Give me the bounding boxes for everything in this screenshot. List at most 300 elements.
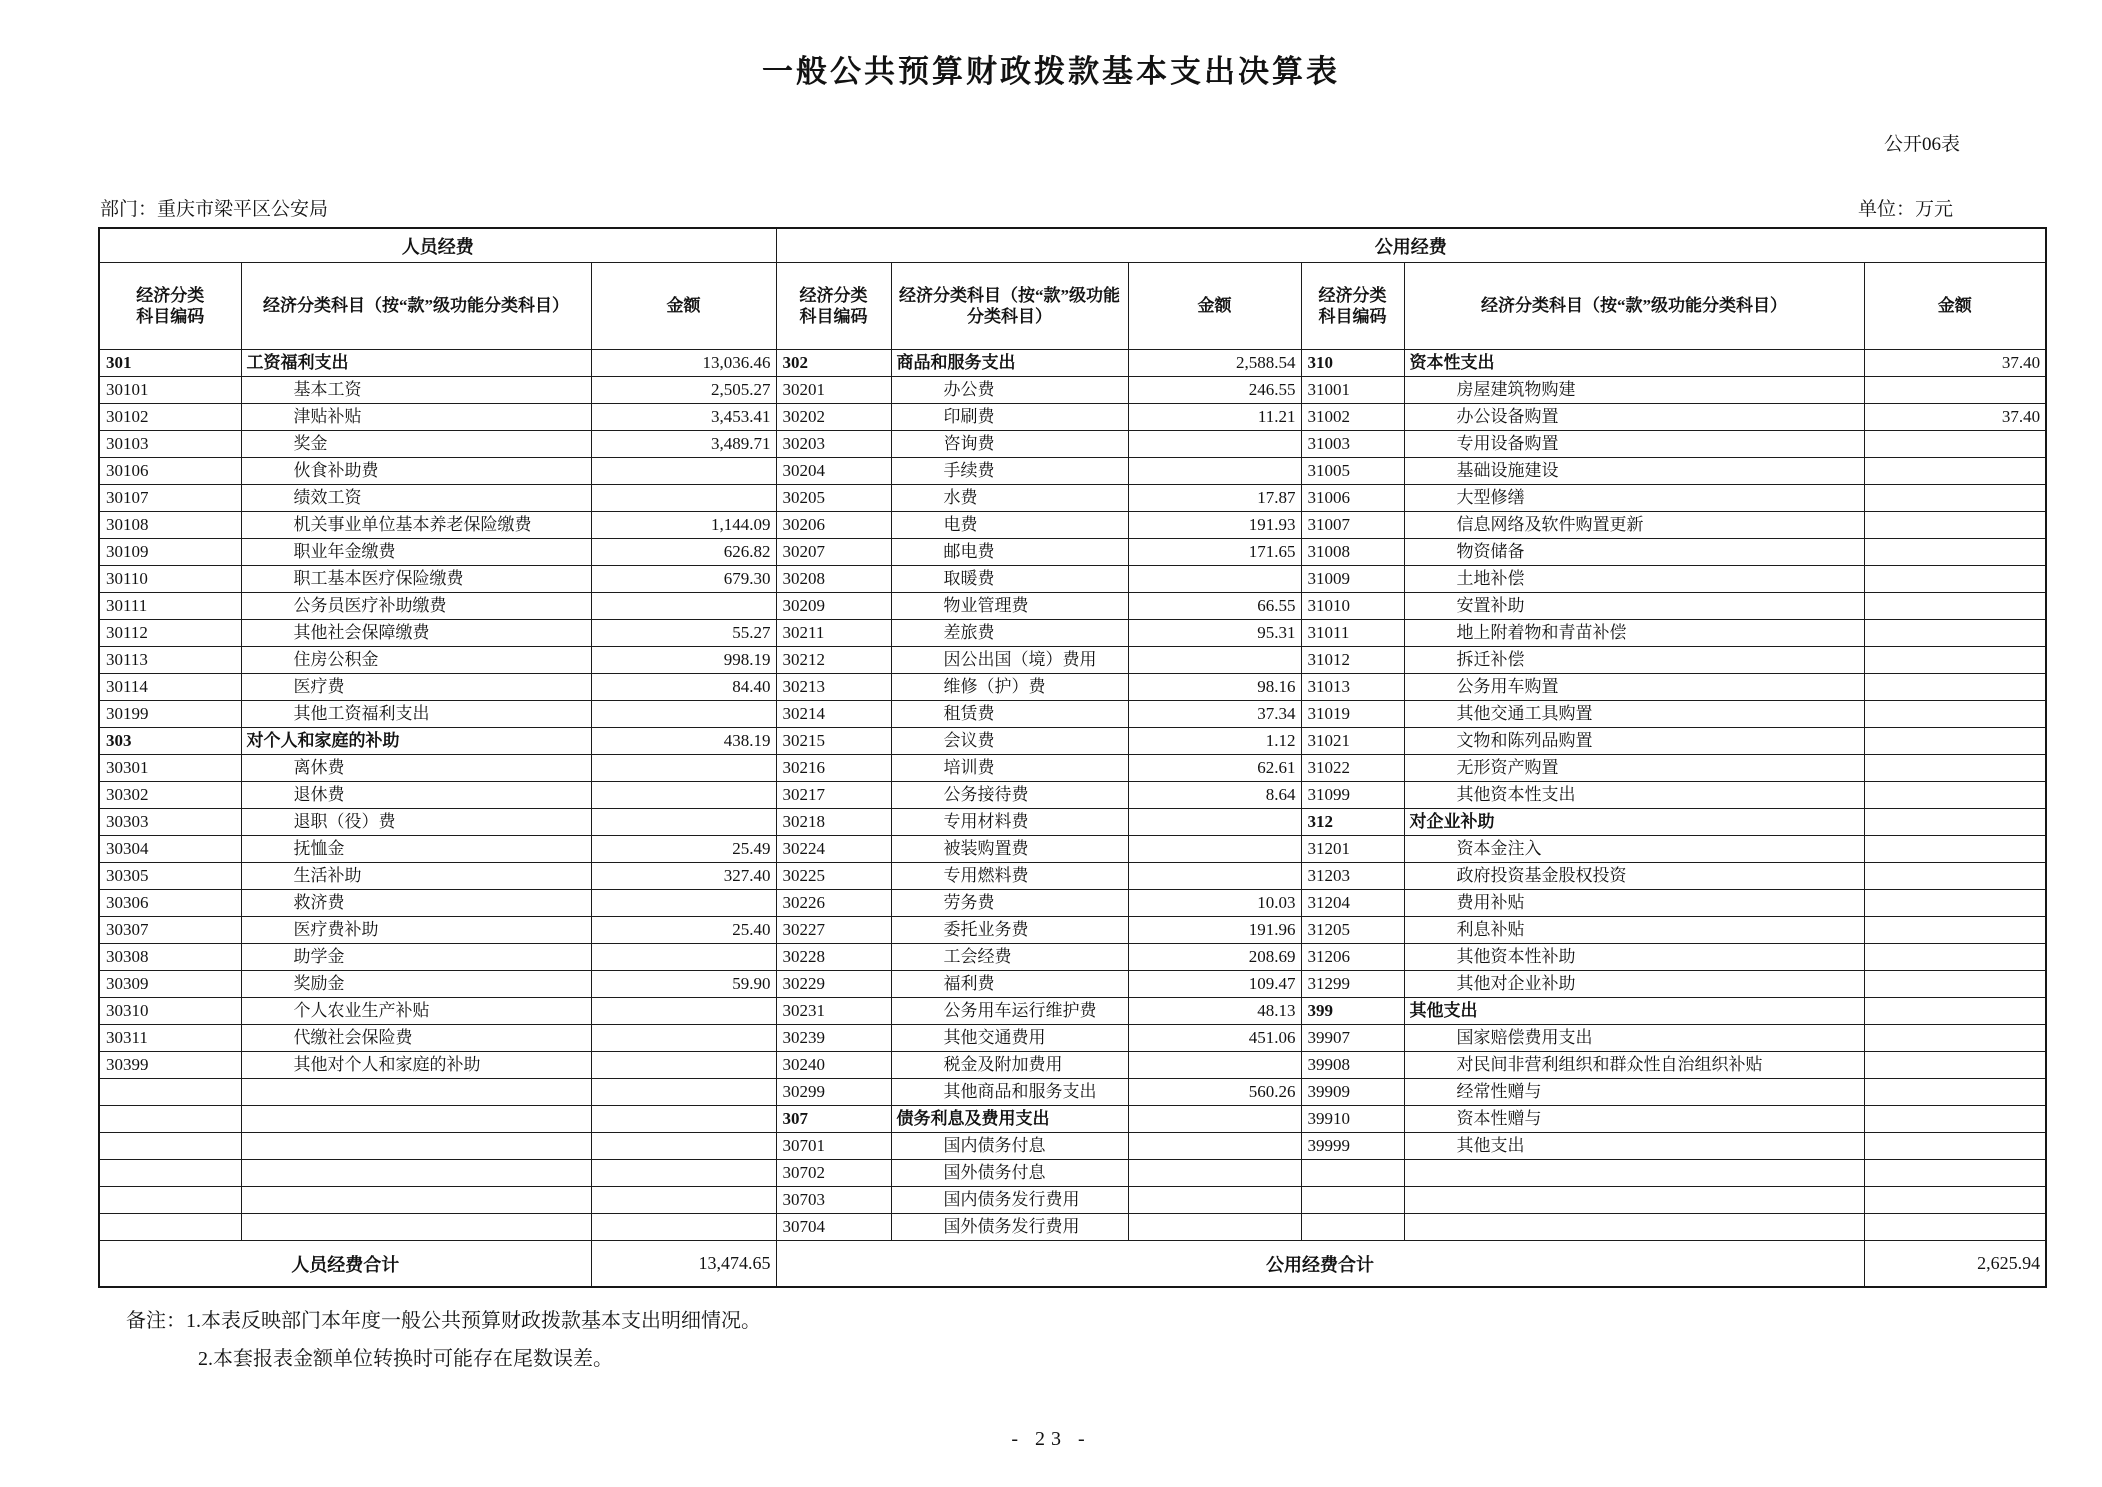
cell-amount xyxy=(1864,1025,2046,1052)
cell-amount: 208.69 xyxy=(1128,944,1301,971)
col-header-code-2: 经济分类科目编码 xyxy=(776,263,891,350)
cell-amount: 171.65 xyxy=(1128,539,1301,566)
cell-subject: 资本金注入 xyxy=(1404,836,1864,863)
cell-code: 30107 xyxy=(99,485,241,512)
cell-subject: 助学金 xyxy=(241,944,591,971)
cell-amount: 438.19 xyxy=(591,728,776,755)
col-header-code-3: 经济分类科目编码 xyxy=(1301,263,1404,350)
cell-amount: 109.47 xyxy=(1128,971,1301,998)
cell-amount: 2,588.54 xyxy=(1128,350,1301,377)
cell-code xyxy=(99,1214,241,1241)
cell-subject: 国外债务付息 xyxy=(891,1160,1128,1187)
cell-subject: 物资储备 xyxy=(1404,539,1864,566)
cell-subject: 差旅费 xyxy=(891,620,1128,647)
cell-code: 31013 xyxy=(1301,674,1404,701)
cell-amount xyxy=(1864,701,2046,728)
table-body xyxy=(99,350,2046,1241)
table-row xyxy=(99,809,2046,836)
cell-code: 30209 xyxy=(776,593,891,620)
table-row xyxy=(99,593,2046,620)
cell-code: 30106 xyxy=(99,458,241,485)
cell-code: 30215 xyxy=(776,728,891,755)
cell-code: 30224 xyxy=(776,836,891,863)
cell-subject: 劳务费 xyxy=(891,890,1128,917)
cell-subject: 奖励金 xyxy=(241,971,591,998)
cell-amount: 3,489.71 xyxy=(591,431,776,458)
cell-code: 39999 xyxy=(1301,1133,1404,1160)
cell-code: 30306 xyxy=(99,890,241,917)
col-header-subject-2: 经济分类科目（按“款”级功能分类科目） xyxy=(891,263,1128,350)
cell-code: 30213 xyxy=(776,674,891,701)
col-header-amount-1: 金额 xyxy=(591,263,776,350)
cell-subject: 国内债务付息 xyxy=(891,1133,1128,1160)
cell-subject: 资本性支出 xyxy=(1404,350,1864,377)
cell-code xyxy=(99,1133,241,1160)
cell-amount xyxy=(1864,1214,2046,1241)
table-row xyxy=(99,1133,2046,1160)
cell-subject: 其他社会保障缴费 xyxy=(241,620,591,647)
cell-amount: 37.34 xyxy=(1128,701,1301,728)
cell-amount: 25.49 xyxy=(591,836,776,863)
cell-amount xyxy=(1864,620,2046,647)
cell-subject: 办公设备购置 xyxy=(1404,404,1864,431)
cell-subject: 专用材料费 xyxy=(891,809,1128,836)
cell-amount xyxy=(1864,1079,2046,1106)
cell-subject xyxy=(241,1079,591,1106)
cell-code: 30201 xyxy=(776,377,891,404)
cell-code: 30240 xyxy=(776,1052,891,1079)
cell-amount xyxy=(1864,1160,2046,1187)
cell-amount xyxy=(1864,782,2046,809)
cell-amount xyxy=(1128,566,1301,593)
cell-subject: 公务接待费 xyxy=(891,782,1128,809)
cell-subject: 国家赔偿费用支出 xyxy=(1404,1025,1864,1052)
cell-subject xyxy=(241,1187,591,1214)
cell-code: 31299 xyxy=(1301,971,1404,998)
cell-amount: 95.31 xyxy=(1128,620,1301,647)
cell-amount xyxy=(1864,512,2046,539)
cell-subject: 办公费 xyxy=(891,377,1128,404)
cell-code: 30110 xyxy=(99,566,241,593)
cell-subject xyxy=(1404,1214,1864,1241)
cell-code xyxy=(1301,1187,1404,1214)
public-total-label: 公用经费合计 xyxy=(776,1241,1864,1288)
cell-amount xyxy=(1864,863,2046,890)
cell-subject: 基础设施建设 xyxy=(1404,458,1864,485)
cell-code: 30307 xyxy=(99,917,241,944)
table-row xyxy=(99,890,2046,917)
cell-subject: 邮电费 xyxy=(891,539,1128,566)
cell-subject: 国内债务发行费用 xyxy=(891,1187,1128,1214)
cell-amount xyxy=(1864,836,2046,863)
cell-code: 31011 xyxy=(1301,620,1404,647)
cell-subject: 咨询费 xyxy=(891,431,1128,458)
cell-subject: 房屋建筑物购建 xyxy=(1404,377,1864,404)
cell-amount xyxy=(1128,1187,1301,1214)
cell-subject: 维修（护）费 xyxy=(891,674,1128,701)
personnel-total-amount: 13,474.65 xyxy=(591,1241,776,1288)
cell-amount xyxy=(591,1133,776,1160)
cell-subject: 其他对个人和家庭的补助 xyxy=(241,1052,591,1079)
cell-amount: 3,453.41 xyxy=(591,404,776,431)
cell-subject: 津贴补贴 xyxy=(241,404,591,431)
table-row xyxy=(99,998,2046,1025)
cell-amount: 66.55 xyxy=(1128,593,1301,620)
cell-code: 312 xyxy=(1301,809,1404,836)
cell-code: 31205 xyxy=(1301,917,1404,944)
cell-subject: 债务利息及费用支出 xyxy=(891,1106,1128,1133)
form-code-label: 公开06表 xyxy=(1883,134,1960,155)
cell-code: 31010 xyxy=(1301,593,1404,620)
cell-code: 30228 xyxy=(776,944,891,971)
cell-subject: 无形资产购置 xyxy=(1404,755,1864,782)
cell-amount: 17.87 xyxy=(1128,485,1301,512)
group-header-public: 公用经费 xyxy=(776,228,2046,263)
table-row xyxy=(99,971,2046,998)
cell-subject: 对企业补助 xyxy=(1404,809,1864,836)
cell-amount: 55.27 xyxy=(591,620,776,647)
cell-amount: 679.30 xyxy=(591,566,776,593)
cell-amount xyxy=(1128,863,1301,890)
cell-amount: 1.12 xyxy=(1128,728,1301,755)
cell-code: 30227 xyxy=(776,917,891,944)
public-total-amount: 2,625.94 xyxy=(1864,1241,2046,1288)
cell-subject: 离休费 xyxy=(241,755,591,782)
note-text-1: 1.本表反映部门本年度一般公共预算财政拨款基本支出明细情况。 xyxy=(186,1310,761,1332)
cell-amount: 13,036.46 xyxy=(591,350,776,377)
cell-amount: 998.19 xyxy=(591,647,776,674)
cell-code: 31201 xyxy=(1301,836,1404,863)
cell-subject: 其他工资福利支出 xyxy=(241,701,591,728)
cell-code: 30301 xyxy=(99,755,241,782)
cell-amount xyxy=(1864,1187,2046,1214)
cell-code: 39908 xyxy=(1301,1052,1404,1079)
cell-amount: 59.90 xyxy=(591,971,776,998)
cell-code: 30109 xyxy=(99,539,241,566)
cell-amount: 8.64 xyxy=(1128,782,1301,809)
cell-amount xyxy=(1864,971,2046,998)
cell-subject: 公务用车运行维护费 xyxy=(891,998,1128,1025)
cell-amount: 1,144.09 xyxy=(591,512,776,539)
cell-subject: 其他支出 xyxy=(1404,998,1864,1025)
cell-subject: 国外债务发行费用 xyxy=(891,1214,1128,1241)
cell-subject: 公务用车购置 xyxy=(1404,674,1864,701)
table-row xyxy=(99,1160,2046,1187)
cell-amount xyxy=(1864,647,2046,674)
cell-code: 30208 xyxy=(776,566,891,593)
cell-amount xyxy=(591,1187,776,1214)
cell-amount xyxy=(1128,1133,1301,1160)
cell-subject: 文物和陈列品购置 xyxy=(1404,728,1864,755)
cell-amount: 62.61 xyxy=(1128,755,1301,782)
cell-subject: 住房公积金 xyxy=(241,647,591,674)
cell-subject: 工会经费 xyxy=(891,944,1128,971)
cell-code: 31099 xyxy=(1301,782,1404,809)
cell-subject: 救济费 xyxy=(241,890,591,917)
cell-subject: 资本性赠与 xyxy=(1404,1106,1864,1133)
cell-code: 30108 xyxy=(99,512,241,539)
cell-subject: 福利费 xyxy=(891,971,1128,998)
cell-subject: 个人农业生产补贴 xyxy=(241,998,591,1025)
cell-amount xyxy=(1864,539,2046,566)
table-row xyxy=(99,1079,2046,1106)
cell-code: 39910 xyxy=(1301,1106,1404,1133)
cell-amount: 560.26 xyxy=(1128,1079,1301,1106)
cell-code: 31021 xyxy=(1301,728,1404,755)
cell-code: 30113 xyxy=(99,647,241,674)
cell-code: 30114 xyxy=(99,674,241,701)
col-header-subject-1: 经济分类科目（按“款”级功能分类科目） xyxy=(241,263,591,350)
col-header-amount-3: 金额 xyxy=(1864,263,2046,350)
cell-code: 30101 xyxy=(99,377,241,404)
cell-amount xyxy=(591,944,776,971)
cell-amount xyxy=(591,701,776,728)
cell-amount: 246.55 xyxy=(1128,377,1301,404)
cell-code: 30216 xyxy=(776,755,891,782)
cell-subject xyxy=(241,1160,591,1187)
table-row xyxy=(99,701,2046,728)
cell-subject: 其他资本性支出 xyxy=(1404,782,1864,809)
cell-subject: 经常性赠与 xyxy=(1404,1079,1864,1106)
cell-code: 30299 xyxy=(776,1079,891,1106)
table-row xyxy=(99,1025,2046,1052)
table-row xyxy=(99,863,2046,890)
cell-code: 30207 xyxy=(776,539,891,566)
cell-amount xyxy=(591,755,776,782)
cell-amount xyxy=(1864,674,2046,701)
cell-subject: 生活补助 xyxy=(241,863,591,890)
table-row xyxy=(99,350,2046,377)
cell-code: 30702 xyxy=(776,1160,891,1187)
personnel-total-label: 人员经费合计 xyxy=(99,1241,591,1288)
cell-amount xyxy=(1128,1052,1301,1079)
cell-amount xyxy=(591,809,776,836)
cell-code: 31008 xyxy=(1301,539,1404,566)
cell-amount: 84.40 xyxy=(591,674,776,701)
cell-subject xyxy=(1404,1187,1864,1214)
cell-code: 301 xyxy=(99,350,241,377)
cell-subject: 代缴社会保险费 xyxy=(241,1025,591,1052)
cell-code: 30202 xyxy=(776,404,891,431)
table-row xyxy=(99,566,2046,593)
cell-code xyxy=(99,1187,241,1214)
cell-code: 31009 xyxy=(1301,566,1404,593)
cell-code: 31203 xyxy=(1301,863,1404,890)
cell-subject: 其他支出 xyxy=(1404,1133,1864,1160)
cell-subject: 机关事业单位基本养老保险缴费 xyxy=(241,512,591,539)
cell-subject: 会议费 xyxy=(891,728,1128,755)
cell-code: 39907 xyxy=(1301,1025,1404,1052)
cell-amount: 327.40 xyxy=(591,863,776,890)
cell-code: 31206 xyxy=(1301,944,1404,971)
cell-amount xyxy=(591,593,776,620)
cell-code: 30214 xyxy=(776,701,891,728)
cell-subject: 水费 xyxy=(891,485,1128,512)
cell-amount xyxy=(1864,728,2046,755)
cell-amount xyxy=(1864,998,2046,1025)
table-row xyxy=(99,1106,2046,1133)
cell-code: 30303 xyxy=(99,809,241,836)
cell-subject: 奖金 xyxy=(241,431,591,458)
cell-amount: 191.96 xyxy=(1128,917,1301,944)
cell-amount: 37.40 xyxy=(1864,404,2046,431)
cell-code: 31002 xyxy=(1301,404,1404,431)
cell-amount xyxy=(591,485,776,512)
cell-subject: 费用补贴 xyxy=(1404,890,1864,917)
cell-subject: 委托业务费 xyxy=(891,917,1128,944)
table-row xyxy=(99,377,2046,404)
department-label: 部门：重庆市梁平区公安局 xyxy=(100,199,329,220)
cell-code: 30703 xyxy=(776,1187,891,1214)
cell-subject: 职工基本医疗保险缴费 xyxy=(241,566,591,593)
cell-code: 39909 xyxy=(1301,1079,1404,1106)
cell-amount: 10.03 xyxy=(1128,890,1301,917)
cell-subject: 土地补偿 xyxy=(1404,566,1864,593)
cell-amount: 98.16 xyxy=(1128,674,1301,701)
cell-code: 30225 xyxy=(776,863,891,890)
unit-label: 单位：万元 xyxy=(1857,199,1953,220)
cell-subject: 被装购置费 xyxy=(891,836,1128,863)
cell-subject: 因公出国（境）费用 xyxy=(891,647,1128,674)
cell-code: 30305 xyxy=(99,863,241,890)
cell-amount xyxy=(1128,458,1301,485)
table-wrapper xyxy=(98,227,2045,1288)
cell-amount: 191.93 xyxy=(1128,512,1301,539)
table-row xyxy=(99,917,2046,944)
cell-amount: 37.40 xyxy=(1864,350,2046,377)
cell-code: 30212 xyxy=(776,647,891,674)
cell-amount xyxy=(1864,917,2046,944)
cell-code: 31204 xyxy=(1301,890,1404,917)
cell-code: 31022 xyxy=(1301,755,1404,782)
cell-amount xyxy=(1864,890,2046,917)
cell-amount xyxy=(1864,485,2046,512)
cell-subject xyxy=(1404,1160,1864,1187)
cell-subject: 抚恤金 xyxy=(241,836,591,863)
cell-amount xyxy=(1864,1133,2046,1160)
group-header-personnel: 人员经费 xyxy=(99,228,776,263)
cell-subject: 专用燃料费 xyxy=(891,863,1128,890)
table-row xyxy=(99,1187,2046,1214)
page-number: - 23 - xyxy=(1011,1428,1091,1450)
total-row xyxy=(99,1241,2046,1288)
cell-subject: 取暖费 xyxy=(891,566,1128,593)
cell-code xyxy=(99,1160,241,1187)
cell-amount xyxy=(1864,809,2046,836)
cell-code: 30211 xyxy=(776,620,891,647)
cell-subject: 租赁费 xyxy=(891,701,1128,728)
cell-code: 30111 xyxy=(99,593,241,620)
cell-amount xyxy=(591,1214,776,1241)
column-header-row xyxy=(99,263,2046,350)
notes-block xyxy=(126,1302,2102,1378)
cell-subject: 大型修缮 xyxy=(1404,485,1864,512)
cell-code: 30239 xyxy=(776,1025,891,1052)
cell-subject: 其他交通费用 xyxy=(891,1025,1128,1052)
cell-code: 30102 xyxy=(99,404,241,431)
cell-code: 30231 xyxy=(776,998,891,1025)
cell-subject: 医疗费 xyxy=(241,674,591,701)
cell-amount xyxy=(1864,593,2046,620)
cell-code: 31019 xyxy=(1301,701,1404,728)
cell-code: 30226 xyxy=(776,890,891,917)
cell-code: 30199 xyxy=(99,701,241,728)
cell-code: 30229 xyxy=(776,971,891,998)
cell-code xyxy=(99,1079,241,1106)
cell-subject xyxy=(241,1214,591,1241)
cell-amount xyxy=(591,1160,776,1187)
cell-subject: 利息补贴 xyxy=(1404,917,1864,944)
cell-subject: 税金及附加费用 xyxy=(891,1052,1128,1079)
cell-code: 30205 xyxy=(776,485,891,512)
cell-subject: 政府投资基金股权投资 xyxy=(1404,863,1864,890)
cell-amount xyxy=(1864,755,2046,782)
cell-code: 30204 xyxy=(776,458,891,485)
table-row xyxy=(99,1214,2046,1241)
cell-amount: 2,505.27 xyxy=(591,377,776,404)
cell-amount xyxy=(1864,431,2046,458)
cell-code: 30103 xyxy=(99,431,241,458)
cell-code: 30206 xyxy=(776,512,891,539)
cell-amount xyxy=(1864,1106,2046,1133)
col-header-amount-2: 金额 xyxy=(1128,263,1301,350)
table-row xyxy=(99,1052,2046,1079)
note-line-2 xyxy=(198,1340,2102,1378)
cell-subject xyxy=(241,1106,591,1133)
table-row xyxy=(99,404,2046,431)
cell-subject: 信息网络及软件购置更新 xyxy=(1404,512,1864,539)
cell-subject: 物业管理费 xyxy=(891,593,1128,620)
cell-subject: 培训费 xyxy=(891,755,1128,782)
cell-code: 30310 xyxy=(99,998,241,1025)
cell-subject: 绩效工资 xyxy=(241,485,591,512)
expenditure-table xyxy=(98,227,2047,1288)
cell-amount xyxy=(1128,647,1301,674)
table-row xyxy=(99,431,2046,458)
notes-label: 备注： xyxy=(126,1310,186,1332)
cell-code: 30217 xyxy=(776,782,891,809)
page-title: 一般公共预算财政拨款基本支出决算表 xyxy=(762,54,1340,89)
cell-code: 30112 xyxy=(99,620,241,647)
cell-subject: 医疗费补助 xyxy=(241,917,591,944)
cell-code: 30308 xyxy=(99,944,241,971)
cell-subject: 手续费 xyxy=(891,458,1128,485)
cell-subject: 拆迁补偿 xyxy=(1404,647,1864,674)
cell-code: 302 xyxy=(776,350,891,377)
cell-code: 30399 xyxy=(99,1052,241,1079)
cell-subject: 电费 xyxy=(891,512,1128,539)
cell-subject: 退职（役）费 xyxy=(241,809,591,836)
cell-subject: 对个人和家庭的补助 xyxy=(241,728,591,755)
note-line-1 xyxy=(126,1302,2102,1340)
cell-amount xyxy=(591,1106,776,1133)
table-row xyxy=(99,755,2046,782)
cell-subject: 印刷费 xyxy=(891,404,1128,431)
cell-subject: 其他对企业补助 xyxy=(1404,971,1864,998)
cell-amount xyxy=(591,782,776,809)
cell-amount xyxy=(1128,1106,1301,1133)
cell-subject xyxy=(241,1133,591,1160)
cell-subject: 地上附着物和青苗补偿 xyxy=(1404,620,1864,647)
cell-code: 30311 xyxy=(99,1025,241,1052)
col-header-subject-3: 经济分类科目（按“款”级功能分类科目） xyxy=(1404,263,1864,350)
cell-subject: 工资福利支出 xyxy=(241,350,591,377)
cell-code: 30309 xyxy=(99,971,241,998)
cell-amount xyxy=(591,458,776,485)
cell-amount xyxy=(1864,377,2046,404)
cell-subject: 退休费 xyxy=(241,782,591,809)
cell-code xyxy=(1301,1160,1404,1187)
